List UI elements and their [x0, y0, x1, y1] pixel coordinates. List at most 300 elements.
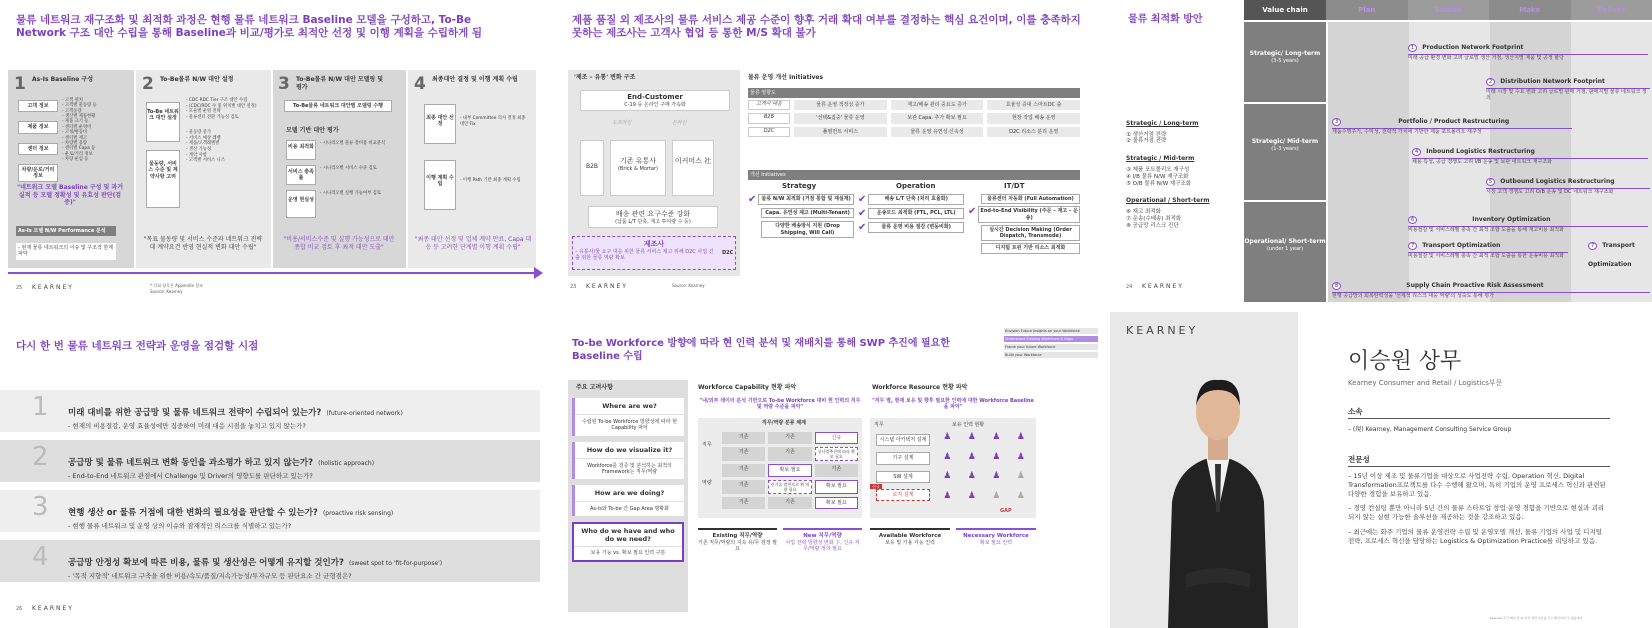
manufacturer-sub: – 유통사/물 요구 대응 위한 물류 서비스 제고 위해 D2C 사업 진출 위한 물류 역량 확보 [575, 249, 714, 262]
expertise-item: – 경영 컨설팅 뿐만 아니라 5년 간의 물류 스타트업 창업·운영 경험을 기반으로 현실과 괴리되지 않는 실현 가능한 솔루션을 제공하는 것을 강조하고 있음. [1348, 504, 1605, 522]
cell-basic: 기존 [768, 447, 811, 461]
summary-item: ③ 제품 포트폴리오 재구성 [1126, 166, 1190, 173]
offline-label: 오프라인 [612, 120, 632, 126]
slide-logistics-network-process [0, 0, 552, 304]
phase-4-summary: "최종 대안 선정 및 업체 계약 만료, Capa 대응 등 고려한 단계별 이행 계획 수립" [414, 236, 532, 251]
tier-name: Strategic/ Mid-term [1251, 138, 1319, 145]
question-tag: (sweet spot to 'fit-for-purpose') [348, 560, 443, 567]
model-eval-head: 모델 기반 대안 평가 [286, 127, 339, 134]
tier-long-term [1244, 22, 1326, 102]
slide-review-questions [0, 312, 552, 628]
cell: 보관 Capa. 추가 확보 필요 [891, 113, 984, 123]
question-desc: - '목적 지향적' 네트워크 구축을 위한 비용/속도/품질/지속가능성/투자규모 등 판단요소 간 균형점은? [68, 572, 352, 580]
cell: 물류 운영 적정성 증가 [794, 100, 887, 110]
perf-analysis-note: - 현재 물류 네트워크의 이슈 및 구조적 한계 파악 [16, 243, 116, 260]
exec-plan: 이행 계획 수립 [424, 160, 456, 210]
check-icon: ✔ [968, 206, 977, 218]
key-question: How do we visualize it? [575, 442, 684, 459]
key-desc: As-is와 To-be 간 Gap Area 명확화 [590, 506, 669, 512]
service-req-label: 배송 관련 요구수준 강화 [615, 210, 691, 218]
note: - 물류센터 전환 가능성 검토 [186, 114, 239, 120]
itdt-list [968, 194, 1080, 254]
manufacturer-label: 제조사 [643, 240, 665, 248]
note: - 제품/고객레벨별 [186, 141, 220, 147]
page-number: 24 [1126, 284, 1133, 290]
initiative: 디지털 트윈 기반 리소스 최적화 [981, 243, 1080, 253]
brand-logo: KEARNEY [586, 283, 628, 290]
table-row [748, 113, 1080, 123]
expertise-divider [1348, 466, 1610, 467]
person-icon: ♟ [992, 471, 1001, 481]
item-number: 7 [1588, 242, 1597, 250]
item-number: 2 [1486, 78, 1495, 86]
outcome-card [956, 528, 1036, 546]
tier-mid-term [1244, 104, 1326, 200]
strategy-list [748, 194, 854, 238]
outcome-desc: 기존 직무/역량의 지속 유/무 검정 필요 [698, 539, 777, 553]
vc-label: Value chain [1244, 0, 1326, 20]
summary-item: ⑦ 운송(수배송) 최적화 [1126, 215, 1182, 222]
tier-sub: (3-5 years) [1271, 57, 1299, 64]
item-number: 5 [1486, 178, 1495, 186]
initiative: 물류 운영 비용 절감 (변동비화) [868, 222, 964, 233]
perf-analysis-title: As-Is 모델 N/W Performance 분석 [16, 226, 116, 236]
person-icon: ♟ [943, 451, 952, 462]
phase-4-header [414, 74, 426, 94]
outcome-card [698, 528, 777, 552]
phase-2-title: To-Be물류 N/W 대안 설정 [160, 76, 234, 83]
resource-row: SW 설계 [876, 471, 930, 483]
headcount-grid [936, 432, 1032, 508]
check-icon: ✔ [748, 194, 757, 205]
item-title: Transport Optimization [1422, 242, 1501, 249]
gap-label: GAP [1000, 508, 1012, 514]
person-icon: ♟ [943, 471, 952, 481]
brand-logo: KEARNEY [32, 605, 74, 612]
note: - 시나리오별 실행 가능여부 검토 [320, 191, 381, 196]
person-icon: ♟ [992, 490, 1001, 501]
slide-title: 제품 품질 외 제조사의 물류 서비스 제공 수준이 향후 거래 확대 여부를 결정하는 핵심 요건이며, 이를 충족하지 못하는 제조사는 고객사 협업 등 통한 M/S 확대 불가 [572, 14, 1081, 40]
question-text: 공급망 및 물류 네트워크 변화 동인을 과소평가 하고 있지 않는가? [68, 458, 314, 468]
expertise-item: – 최근에는 화주 기업의 물류 운영전략 수립 및 운영모델 개선, 물류 기업의 사업 및 디지털 전략, 프로세스 혁신을 담당하는 Logistics & Optimization Practice를 리딩하고 있음. [1348, 527, 1603, 545]
legend-item-active: Understand Existing Workforce & Gaps [1004, 336, 1098, 342]
col-operation: Operation [896, 182, 936, 190]
resource-row-new: 로직 설계 [876, 489, 930, 501]
item-desc: 제품수명주기, 수익성, 전략적 가치에 기반한 제품 포트폴리오 재구성 [1332, 128, 1572, 135]
key-card [572, 485, 684, 516]
key-question: Who do we have and who do we need? [574, 524, 682, 547]
cell-basic: 기존 [722, 480, 765, 494]
q-number: 3 [32, 492, 49, 522]
key-list [572, 398, 684, 562]
item-title: Production Network Footprint [1422, 44, 1524, 51]
phase-1-summary: "네트워크 모델 Baseline 구성 및 과거 실적 등 모델 정확성 및 유효성 판단(검증)" [16, 184, 124, 206]
key-card [572, 398, 684, 436]
capability-cells [722, 432, 858, 509]
note: - 고객별 서비스 니즈 [186, 158, 225, 164]
opt-item-6 [1408, 206, 1648, 233]
note: - 고객 위치 [62, 98, 83, 103]
initiatives-band: 개선 Initiatives [748, 170, 1080, 180]
impact-band: 물류 영향도 [748, 88, 1080, 98]
note: - 센터별 Capa 등 [62, 146, 96, 152]
key-question: How are we doing? [575, 485, 684, 502]
phase-3-summary: "비용/서비스수준 및 실행 가능성으로 대안 종합 비교 검토 후 최적 대안 도출" [283, 236, 395, 251]
phase-legend [1004, 328, 1098, 358]
resource-quote: "직무 별, 현재 보유 및 향후 필요한 인력에 대한 Workforce Baseline을 파악" [872, 398, 1034, 411]
cell-note: 신기술 발전으로 확 역량 필요 [768, 480, 811, 494]
key-question: Where are we? [575, 398, 684, 415]
expertise-item: – 15년 이상 제조 및 물류기업을 대상으로 사업전략 수립, Operation 혁신, Digital Transformation프로젝트를 다수 수행해 왔으며, 특히 기업의 운영 프로세스 혁신과 관련된 다양한 경험을 보유하고 있음. [1348, 472, 1606, 498]
person-icon: ♟ [1016, 432, 1025, 442]
note: - 서비스 예상 레벨 [186, 135, 221, 141]
slide-title: To-be Workforce 방향에 따라 현 인력 분석 및 재배치를 통해 SWP 추진에 필요한 Baseline 수립 [572, 338, 950, 362]
online-label: 온라인 [672, 120, 687, 126]
end-customer-sub: C-19 등 온라인 구매 가속화 [624, 101, 686, 108]
legend-item: Build your Workforce [1004, 352, 1098, 358]
summary-item: ① 생산거점 전략 [1126, 131, 1167, 138]
question-text: 현행 생산 or 물류 거점에 대한 변화의 필요성을 판단할 수 있는가? [68, 508, 318, 518]
item-title: Supply Chain Proactive Risk Assessment [1406, 282, 1544, 289]
outcome-title: Available Workforce [878, 533, 942, 539]
cell-note: 신사업추진에 따라 확보 필요 [815, 447, 858, 461]
slide-title: 다시 한 번 물류 네트워크 전략과 운영을 점검할 시점 [16, 340, 259, 352]
phase-3-header [278, 74, 290, 94]
resource-row: 시스템 아키텍처 설계 [876, 434, 930, 446]
resource-job-label: 직무 [874, 422, 884, 428]
eval-service: 서비스 충족률 [286, 165, 316, 185]
opt-item-8 [1332, 272, 1650, 299]
summary-item: ⑥ 재고 최적화 [1126, 208, 1161, 215]
col-itdt: IT/DT [1004, 182, 1025, 190]
item-desc: 미래 시장 및 수요 변화 고려 글로벌 판매 거점, 판매지별 물류 네트워크 정의 [1486, 88, 1650, 102]
brand-logo: KEARNEY [32, 284, 74, 291]
note: - 계약 사항 [186, 152, 207, 158]
q-number: 2 [32, 442, 49, 472]
cell: 물류 운영 유연성·신속성 [891, 127, 984, 137]
cell: 재고/배송 관리 중요도 증가 [891, 100, 984, 110]
question-4 [68, 550, 538, 580]
cell-basic: 기존 [815, 464, 858, 476]
key-desc: Workforce를 검증 및 분석하는 최적의 Framework는 직무/역량 [587, 462, 672, 475]
key-card [572, 442, 684, 480]
item-number: 1 [1408, 44, 1417, 52]
question-text: 공급망 안정성 확보에 따른 비용, 물류 및 생산성은 어떻게 유지할 것인가? [68, 558, 344, 568]
input-item: 제품 정보 [18, 121, 58, 133]
vc-source: Source [1408, 0, 1490, 20]
summary-item: ⑤ O/B 물류 N/W 재구조화 [1126, 180, 1192, 187]
note: - 생산별 제품현황 [62, 114, 96, 120]
person-icon: ♟ [967, 471, 976, 481]
row-label: 고객사 대응 [748, 100, 790, 110]
q-number: 4 [32, 542, 49, 572]
phase-2-notes [186, 98, 266, 164]
capability-outcomes [698, 528, 862, 552]
cell: 현장 작업 배송 운영 [987, 113, 1080, 123]
b2b-channel: B2B [580, 140, 604, 196]
resource-outcomes [870, 528, 1036, 546]
footnote: * 각회 항목은 Appendix 참조 Source: Kearney [150, 283, 203, 294]
expertise-list [1348, 472, 1610, 545]
outcome-desc: 확보 필요 인력 [979, 539, 1013, 546]
service-req-sub: (납품 L/T 단축, 재고 투여량 수 등) [615, 219, 691, 225]
outcome-title: New 직무/역량 [803, 533, 842, 539]
d2c-label: D2C [722, 250, 734, 256]
affiliation-text: – (現) Kearney, Management Consulting Service Group [1348, 426, 1512, 433]
right-panel-title: 물류 운영 개선 Initiatives [748, 74, 824, 81]
cell-basic: 기존 [722, 432, 765, 444]
initiative: End-to-End Visibility (주문 – 재고 – 운송) [978, 206, 1080, 223]
process-arrow [8, 272, 538, 274]
note: - CDC·RDC Tier 구조 대안 수립 [186, 98, 248, 103]
trad-retail-label: 기존 유통사 [619, 157, 657, 165]
item-desc: 비용절감 및 서비스레벨 충족 간 최적 조합 도출을 통한 운송비용 최적화 [1408, 252, 1568, 259]
slide-manufacturer-service [552, 0, 1102, 304]
tier-sub: (1-3 years) [1271, 145, 1299, 152]
legend-item: Frame your future Workforce [1004, 344, 1098, 350]
cell-new: 신규 [815, 432, 858, 444]
item-desc: 미래 공급 환경 변화 고려 글로벌 생산 거점, 생산지별 제품 및 공정 할당 [1408, 54, 1648, 61]
brand-logo: KEARNEY [1126, 324, 1199, 337]
note: - 센터별 재고 [62, 135, 88, 141]
cell-basic: 기존 [722, 447, 765, 461]
row-label: B2B [748, 113, 790, 123]
phase-3-title: To-Be물류 N/W 대안 모델링 및 평가 [296, 76, 384, 91]
cell: 효율성 증대 스마트DC 출 [987, 100, 1080, 110]
job-axis-label: 직무 [702, 442, 712, 448]
question-desc: - 현행 물류 네트워크 및 운영 상의 이슈와 잠재적인 리스크를 식별하고 있는가? [68, 522, 292, 530]
slide-workforce [552, 312, 1102, 628]
vc-plan: Plan [1326, 0, 1408, 20]
portrait-image [1158, 352, 1278, 628]
item-number: 3 [1332, 118, 1341, 126]
resource-current-label: 보유 인력 현황 [952, 422, 985, 428]
impact-table [748, 100, 1080, 137]
question-tag: (proactive risk sensing) [322, 510, 394, 517]
phase-4-note-b: - 이행 Path 기반 최종 계획 수립 [460, 178, 521, 183]
outcome-title: Existing 직무/역량 [712, 533, 763, 539]
capability-quote: "내/외부 데이터 분석 기반으로 To-be Workforce 대비 현 인력의 직무 및 역량 수준을 파악" [699, 398, 861, 411]
cell-need: 확보 필요 [768, 464, 811, 476]
person-icon: ♟ [967, 451, 976, 462]
cell-basic: 기존 [768, 432, 811, 444]
tier-name: Operational/ Short-term [1244, 238, 1326, 245]
person-icon: ♟ [967, 490, 976, 501]
person-dept: Kearney Consumer and Retail / Logistics부문 [1348, 379, 1503, 387]
table-row [748, 100, 1080, 110]
input-item: 센터 정보 [18, 143, 58, 155]
initiative: 물류센터 자동화 (Full Automation) [981, 194, 1080, 204]
footer-note: Kearney 주간 레터 및 AI 상식 관련 자료를 모두 확인하실 수 있습니다. [1490, 616, 1584, 620]
capability-frame-label: 직무/역량 분류 체계 [762, 420, 806, 426]
ecommerce-channel: 이커머스 社 [672, 140, 714, 196]
person-icon: ♟ [992, 451, 1001, 462]
person-icon: ♟ [992, 432, 1001, 442]
value-chain-header [1244, 0, 1652, 20]
outcome-desc: 사업 전략 방향성 변화 下, 신규 직무/역량 정의 필요 [785, 539, 860, 553]
trad-retail-sub: (Brick & Mortar) [617, 165, 658, 172]
tier-name: Strategic/ Long-term [1249, 50, 1321, 57]
item-title: Distribution Network Footprint [1500, 78, 1605, 85]
item-desc: 비용절감 및 서비스레벨 충족 간 최적 조합 도출을 통해 재고비용 최적화 [1408, 226, 1648, 233]
note: - 모듈별 운영 전략 [186, 109, 221, 115]
summary-item: ④ I/B 물류 N/W 재구조화 [1126, 173, 1189, 180]
eval-feasibility: 운영 현실성 [286, 190, 316, 218]
item-title: Inventory Optimization [1472, 216, 1551, 223]
tier-sub: (under 1 year) [1266, 245, 1304, 252]
person-icon: ♟ [1016, 471, 1025, 481]
question-tag: (future-oriented network) [326, 410, 403, 417]
final-alt-select: 최종 대안 선정 [424, 104, 456, 144]
phase-number: 1 [14, 74, 26, 94]
cell: '선택&집중' 물류 운영 [794, 113, 887, 123]
table-row [748, 127, 1080, 137]
summary-head: Strategic / Long-term [1126, 120, 1199, 127]
input-item: 차량/운로/거리 정보 [18, 164, 58, 183]
slide-profile [1110, 312, 1652, 628]
note: - 고객동량 [62, 108, 82, 114]
outcome-desc: 보유 및 가용 가능 인력 [885, 539, 935, 546]
outcome-title: Necessary Workforce [963, 533, 1029, 539]
note: - 고객별 물동량 등 [62, 103, 97, 109]
cell-need: 확보 필요 [815, 497, 858, 509]
note: - 시나리오별 서비스 수준 검토 [320, 166, 377, 171]
vc-deliver: Deliver [1571, 0, 1652, 20]
asis-input-notes [62, 98, 130, 162]
note: - (CDC/RDC 수 및 위치별 대안 설정) [186, 103, 257, 109]
phase-number: 2 [142, 74, 154, 94]
item-title: Inbound Logistics Restructuring [1426, 148, 1535, 155]
phase-2-summary: "목표 물동량 및 서비스 수준과 네트워크 전략 대 계약요건 반영 현실적 변화 대안 수립" [143, 236, 263, 251]
phase-1-title: As-Is Baseline 구성 [32, 76, 93, 83]
cell: D2C 리소스 분리 운영 [987, 127, 1080, 137]
volume-service-consideration: 물동량, 서비스 수준 및 계약사항 고려 [146, 150, 180, 208]
note: - 차량별 용량 [62, 140, 88, 146]
outcome-card [783, 528, 862, 552]
item-title: Transport Optimization [1588, 242, 1635, 268]
person-icon: ♟ [1016, 451, 1025, 462]
operation-list [858, 194, 964, 233]
source-note: Source: Kearney [672, 283, 705, 288]
note: - 시나리오별 물류 총비용 비교분석 [320, 141, 386, 146]
item-title: Outbound Logistics Restructuring [1500, 178, 1615, 185]
service-req-box [588, 206, 718, 228]
tobe-alt-setting: To-Be 네트워크 대안 설정 [146, 102, 180, 142]
note: - 생산 가능성 [186, 147, 212, 153]
summary-list [1126, 120, 1238, 230]
end-customer-box [580, 90, 730, 111]
phase-2-header [142, 74, 154, 94]
summary-item: ⑧ 공급망 리스크 진단 [1126, 222, 1179, 229]
question-desc: - End-to-End 네트워크 관점에서 Challenge 및 Driver의 영향도를 판단하고 있는가? [68, 472, 313, 480]
person-icon: ♟ [943, 432, 952, 442]
phase-1-header [14, 74, 26, 94]
q-number: 1 [32, 392, 49, 422]
initiative: 운송모드 최적화 (FTL, PCL, LTL) [868, 208, 964, 219]
person-icon: ♟ [943, 490, 952, 501]
item-desc: 시장 고객 경쟁도 고려 O/B 운송 및 DC 네트워크 재구조화 [1486, 188, 1650, 195]
phase-number: 4 [414, 74, 426, 94]
summary-head: Strategic / Mid-term [1126, 155, 1195, 163]
eval-cost: 비용 최적화 [286, 140, 316, 160]
affiliation-divider [1348, 418, 1610, 419]
item-desc: 채용 특성, 공급 경쟁도 고려 I/B 운송 및 보관 네트워크 재구조화 [1412, 158, 1648, 165]
phase-4-note-a: - 내부 Committee 의사 결정 최종 대안 Fix [460, 116, 526, 127]
tobe-modeling: To-Be물류 네트워크 대안별 모델링 수행 [284, 100, 392, 112]
asis-input-list [18, 100, 58, 182]
check-icon: ✔ [858, 194, 867, 205]
cell-need: 확보 필요 [815, 480, 858, 494]
page-number: 23 [570, 284, 577, 290]
cell: 풀필먼트 서비스 [794, 127, 887, 137]
capability-title: Workforce Capability 현황 파악 [698, 384, 797, 391]
page-number: 25 [16, 285, 23, 291]
comp-axis-label: 역량 [702, 480, 712, 486]
end-customer-label: End-Customer [627, 93, 683, 101]
expertise-heading: 전문성 [1348, 455, 1370, 464]
note: - 물동량 증가 [186, 130, 212, 136]
opt-item-7 [1408, 232, 1568, 259]
item-number: 6 [1408, 216, 1417, 224]
left-panel-title: '제조 – 유통' 변화 구조 [574, 74, 636, 81]
item-title: Portfolio / Product Restructuring [1398, 118, 1510, 125]
col-strategy: Strategy [782, 182, 817, 190]
cell-basic: 기존 [768, 497, 811, 509]
item-number: 4 [1412, 148, 1421, 156]
trad-retail-channel [610, 140, 666, 196]
initiative: 다양한 배송방식 지원 (Drop Shipping, Will Call) [761, 221, 854, 238]
note: - 운로/거리 정보 [62, 151, 93, 157]
phase-number: 3 [278, 74, 290, 94]
key-desc: 수립된 To-be Workforce 방향성에 따라 현 Capability 파악 [582, 419, 677, 432]
opt-item-3 [1332, 108, 1572, 135]
note: - 제품 크기 등 [62, 119, 89, 125]
note: - 차량 운임 등 [62, 156, 89, 162]
item-desc: 현행 공급망의 회복탄력성을 '선제적 리스크 대응 역량'의 성숙도 통해 평가 [1332, 292, 1650, 299]
question-1 [68, 400, 538, 430]
check-icon: ✔ [858, 208, 867, 219]
resource-row: 기구 설계 [876, 452, 930, 464]
summary-item: ② 물류거점 전략 [1126, 138, 1167, 145]
summary-head: Operational / Short-term [1126, 197, 1210, 205]
outcome-card [870, 528, 950, 546]
item-number: 8 [1332, 282, 1341, 290]
tier-short-term [1244, 202, 1326, 302]
key-card-active [572, 522, 684, 561]
initiative: Capa. 유연성 제고 (Multi-Tenant) [761, 208, 854, 218]
question-text: 미래 대비를 위한 공급망 및 물류 네트워크 전략이 수립되어 있는가? [68, 408, 322, 418]
opt-item-7b [1588, 232, 1650, 270]
slide-title: 물류 최적화 방안 [1128, 14, 1203, 25]
manufacturer-box [572, 236, 736, 270]
affiliation-heading: 소속 [1348, 407, 1363, 416]
opt-item-2 [1486, 68, 1650, 102]
initiative: 물류 N/W 최적화 (거점 통합 및 재설계) [758, 194, 854, 205]
new-badge: 신규 [872, 484, 880, 489]
phase-4-title: 최종대안 결정 및 이행 계획 수립 [432, 76, 518, 83]
legend-item: Envision Future Insights on your Workforce [1004, 328, 1098, 334]
slide-title: 물류 네트워크 재구조화 및 최적화 과정은 현행 물류 네트워크 Baseline 모델을 구성하고, To-Be Network 구조 대안 수립을 통해 Baseline과 비교/평가로 최적안 선정 및 이행 계획을 수립하게 됨 [16, 14, 483, 40]
question-tag: (holistic approach) [318, 460, 375, 467]
arrow-head-icon [534, 267, 543, 279]
key-panel-title: 주요 고려사항 [576, 384, 613, 391]
key-desc: 보유 가능 vs. 확보 필요 인력 구분 [590, 550, 666, 557]
page-number: 26 [16, 606, 23, 612]
question-3 [68, 500, 538, 530]
person-icon: ♟ [1016, 490, 1025, 501]
person-name: 이승원 상무 [1348, 349, 1462, 374]
item-number: 7 [1408, 242, 1417, 250]
